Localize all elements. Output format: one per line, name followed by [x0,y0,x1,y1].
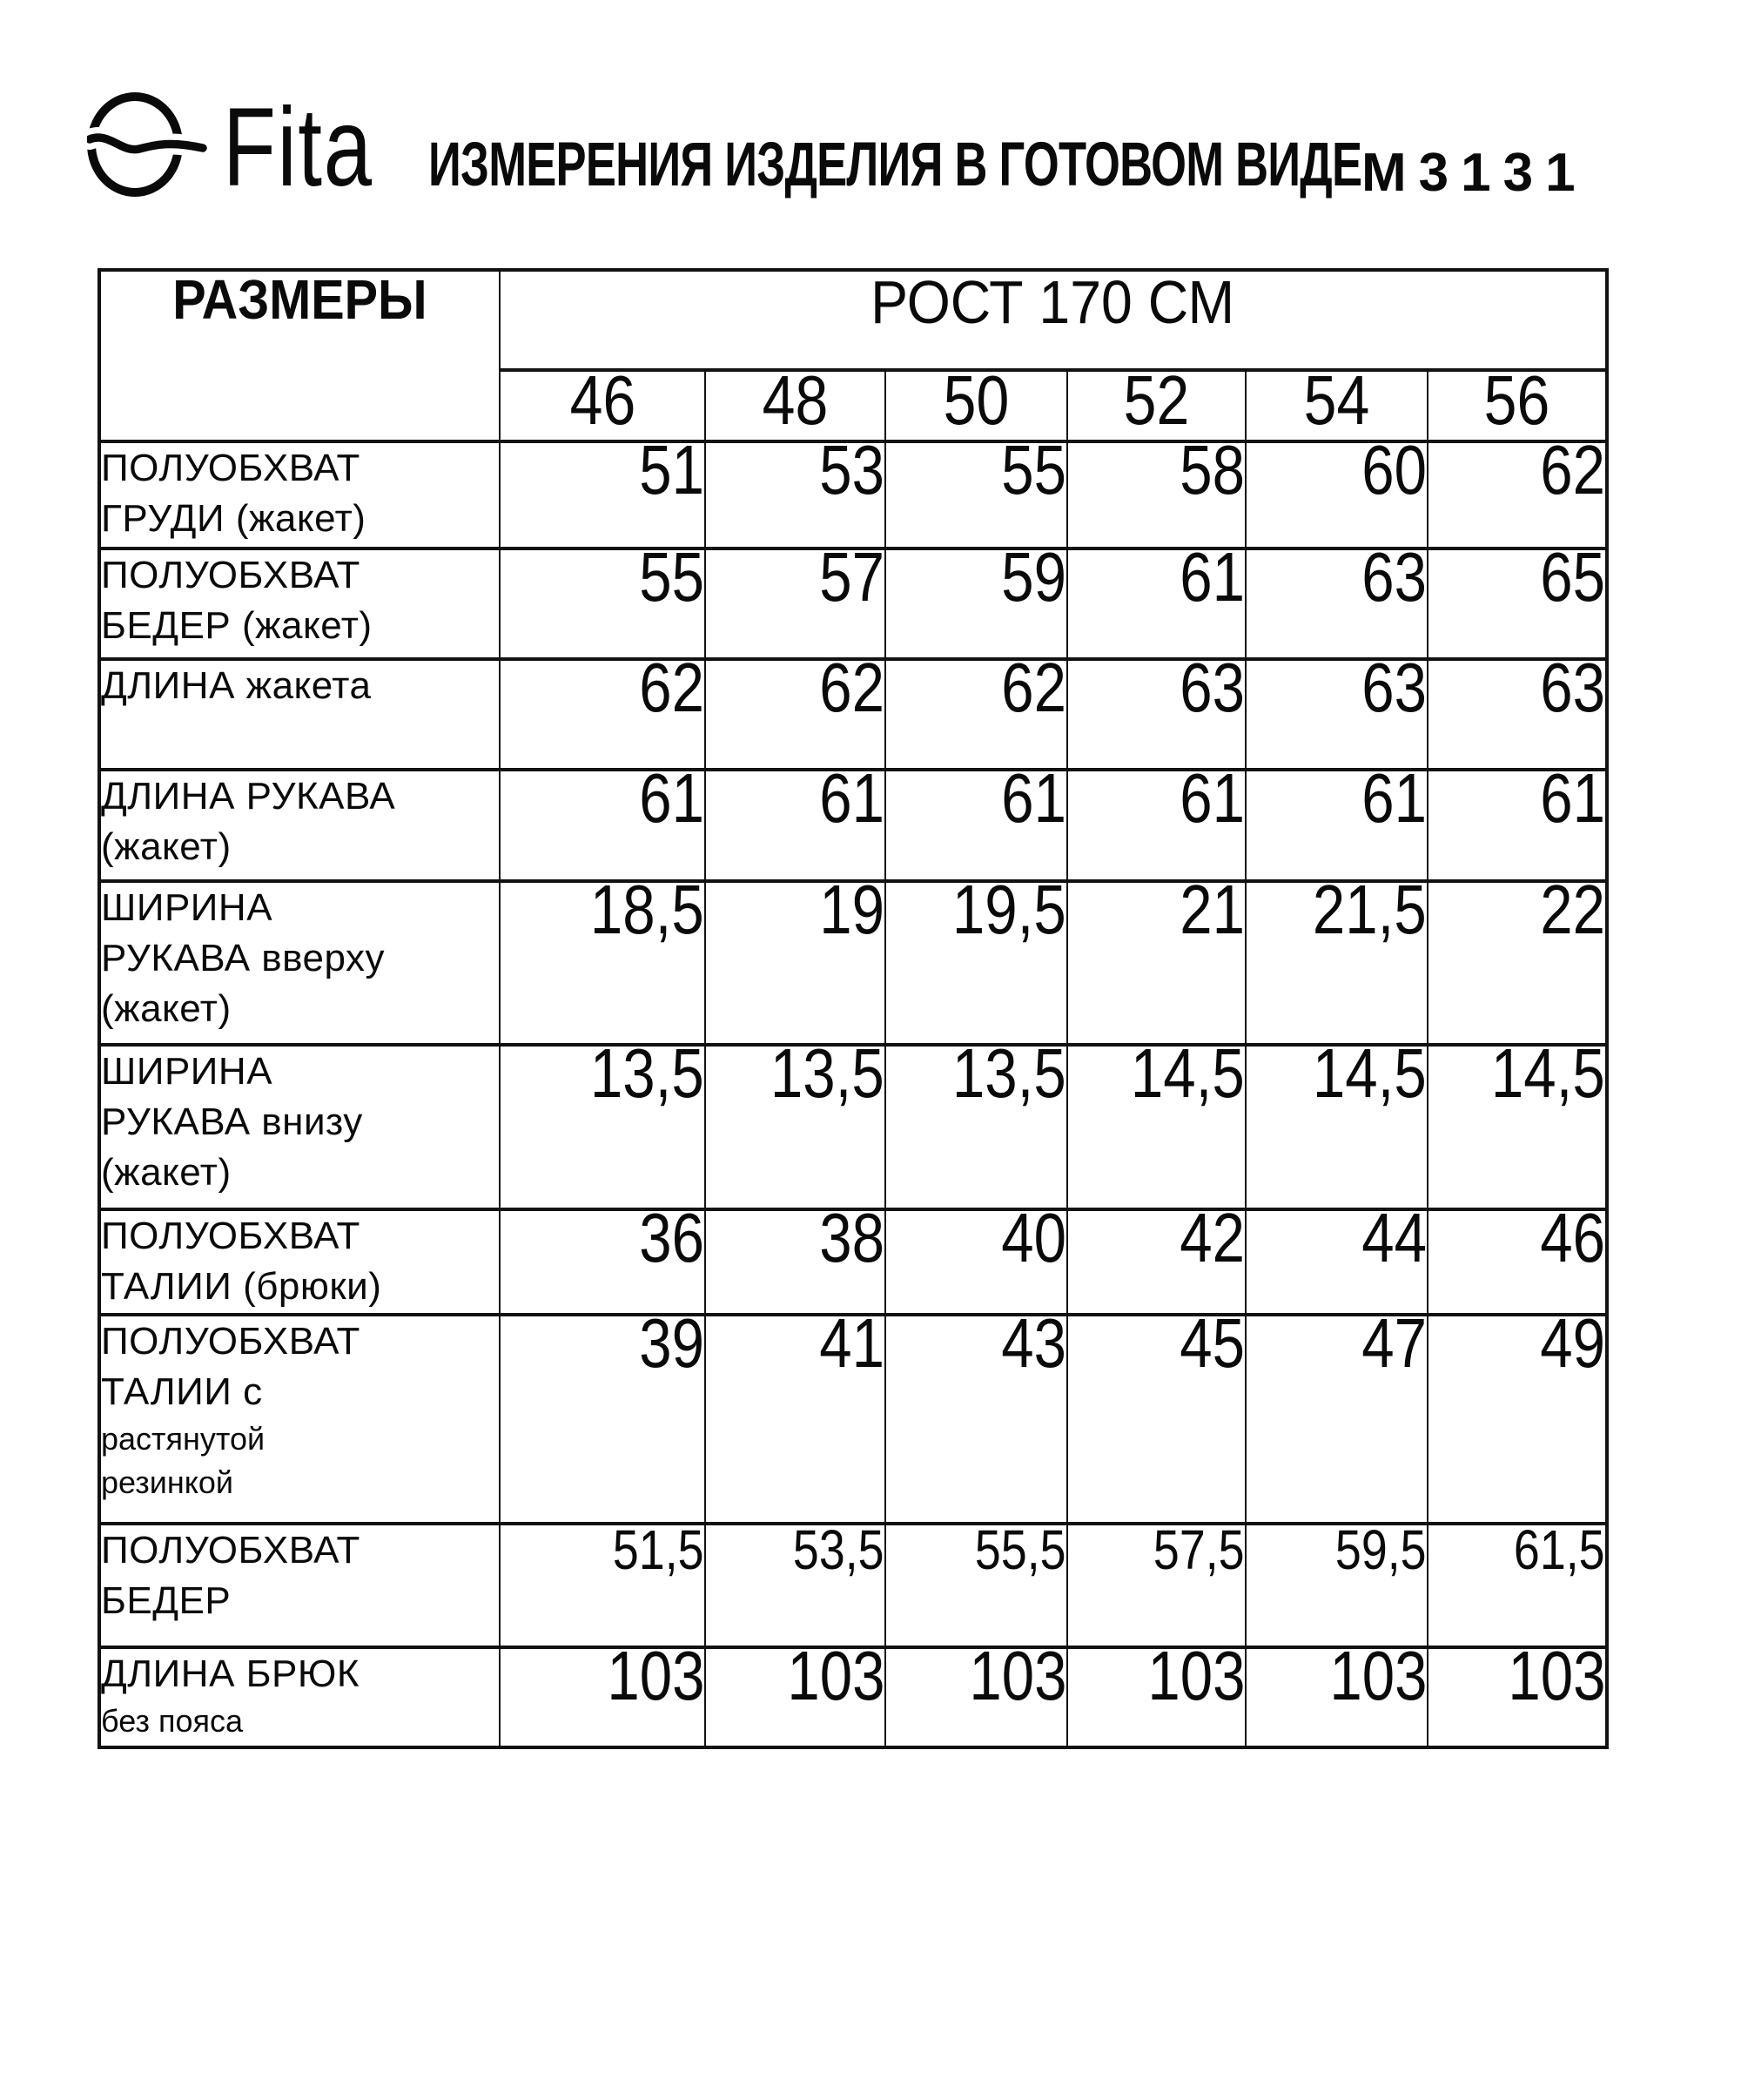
value-cell [705,1518,885,1647]
measurement-value: 45 [1180,1304,1245,1382]
row-label [99,549,500,659]
measurement-value: 40 [1001,1199,1066,1276]
row-label [99,881,500,1045]
measurement-value: 61 [1361,759,1427,837]
value-cell [705,538,885,659]
measurement-value: 63 [1180,649,1245,726]
measurement-value: 14,5 [1491,1034,1606,1112]
measurement-value: 51,5 [613,1518,704,1581]
measurement-value: 21 [1180,871,1245,948]
row-label-line: (жакет) [101,825,232,868]
value-cell [1246,759,1428,881]
size-table-head [99,270,1607,441]
measurement-value: 47 [1361,1304,1427,1382]
page-title [428,131,1690,203]
row-label-line: резинкой [101,1464,234,1500]
value-cell [1246,1034,1428,1209]
value-cell [705,431,885,549]
measurement-value: 63 [1540,649,1606,726]
measurement-value: 61 [819,759,884,837]
measurement-value: 36 [639,1199,704,1276]
measurement-value: 61 [639,759,704,837]
value-cell [500,1034,705,1209]
row-label-line: ШИРИНА [101,1050,273,1093]
measurement-value: 53 [819,431,884,508]
value-cell [1428,1518,1607,1647]
value-cell [1067,759,1246,881]
value-cell [885,1518,1067,1647]
measurement-value: 65 [1540,538,1606,616]
value-cell [705,1637,885,1747]
row-label [99,1045,500,1209]
row-label-line: РУКАВА вверху [101,937,385,979]
height-header-label: РОСТ 170 СМ [870,268,1235,336]
value-cell [1067,1518,1246,1647]
value-cell [500,759,705,881]
measurement-value: 63 [1361,649,1427,726]
row-label-line: без пояса [101,1703,243,1739]
value-cell [500,431,705,549]
value-cell [705,1034,885,1209]
page-title-text: ИЗМЕРЕНИЯ ИЗДЕЛИЯ В ГОТОВОМ ВИДЕ [428,131,1362,199]
measurement-value: 62 [819,649,884,726]
value-cell [500,871,705,1045]
row-label-line: (жакет) [101,1151,232,1194]
value-cell [1246,431,1428,549]
row-label-line: ТАЛИИ (брюки) [101,1265,382,1308]
value-cell [500,649,705,770]
table-row [99,881,1607,1045]
measurement-value: 13,5 [952,1034,1066,1112]
size-label: 52 [1123,361,1190,439]
value-cell [1067,1304,1246,1524]
row-label-line: ПОЛУОБХВАТ [101,554,360,596]
value-cell [705,759,885,881]
row-label-line: ДЛИНА РУКАВА [101,775,396,818]
row-label [99,1524,500,1647]
measurement-value: 103 [1328,1637,1427,1714]
measurement-value: 61,5 [1514,1518,1606,1581]
measurement-value: 61 [1180,759,1245,837]
row-label-line: БЕДЕР (жакет) [101,604,373,647]
value-cell [885,649,1067,770]
row-label-line: растянутой [101,1421,266,1457]
measurement-value: 41 [819,1304,884,1382]
value-cell [500,1637,705,1747]
value-cell [1246,1518,1428,1647]
row-label-line: ШИРИНА [101,886,273,929]
measurement-value: 13,5 [770,1034,884,1112]
measurement-value: 38 [819,1199,884,1276]
brand-logo-text [223,85,415,210]
measurement-value: 61 [1540,759,1606,837]
measurement-value: 103 [606,1637,704,1714]
table-row [99,1315,1607,1524]
fita-logo-icon [87,91,209,199]
measurement-value: 62 [639,649,704,726]
value-cell [500,538,705,659]
row-label-line: ПОЛУОБХВАТ [101,1320,360,1363]
table-row [99,1524,1607,1647]
value-cell [1428,538,1607,659]
measurement-value: 103 [1507,1637,1606,1714]
row-label-line: ТАЛИИ с [101,1370,263,1413]
value-cell [1428,759,1607,881]
measurement-value: 103 [1146,1637,1245,1714]
value-cell [1428,1637,1607,1747]
value-cell [705,871,885,1045]
measurement-value: 57,5 [1153,1518,1245,1581]
value-cell [1067,1034,1246,1209]
measurement-value: 49 [1540,1304,1606,1382]
row-label [99,770,500,881]
measurement-value: 19 [819,871,884,948]
measurement-value: 62 [1001,649,1066,726]
measurement-value: 57 [819,538,884,616]
value-cell [885,759,1067,881]
measurement-value: 53,5 [793,1518,884,1581]
value-cell [1428,871,1607,1045]
value-cell [885,1304,1067,1524]
measurement-value: 59 [1001,538,1066,616]
table-row [99,441,1607,549]
measurement-value: 14,5 [1313,1034,1427,1112]
sizes-corner-label: РАЗМЕРЫ [172,268,427,331]
value-cell [500,1518,705,1647]
measurement-value: 39 [639,1304,704,1382]
value-cell [885,871,1067,1045]
measurement-value: 55 [639,538,704,616]
brand-name: Fita [223,85,373,210]
size-table [97,268,1609,1749]
value-cell [1428,1034,1607,1209]
value-cell [705,649,885,770]
value-cell [1246,1304,1428,1524]
value-cell [885,431,1067,549]
value-cell [1067,871,1246,1045]
row-label-line: БЕДЕР [101,1579,232,1622]
row-label-line: РУКАВА внизу [101,1100,363,1143]
row-label-line: ДЛИНА жакета [101,664,372,707]
value-cell [1246,871,1428,1045]
value-cell [1246,1637,1428,1747]
row-label [99,441,500,549]
model-number: М3131 [1361,143,1588,203]
value-cell [1067,538,1246,659]
measurement-value: 61 [1180,538,1245,616]
measurement-value: 44 [1361,1199,1427,1276]
measurement-value: 51 [639,431,704,508]
value-cell [500,1199,705,1315]
size-label: 48 [762,361,829,439]
sizes-corner-header [99,270,500,441]
value-cell [705,1199,885,1315]
value-cell [500,1304,705,1524]
measurement-value: 60 [1361,431,1427,508]
value-cell [885,538,1067,659]
value-cell [1067,649,1246,770]
measurement-value: 19,5 [952,871,1066,948]
measurement-value: 43 [1001,1304,1066,1382]
value-cell [1067,1199,1246,1315]
measurements-tbody [99,431,1607,1747]
value-cell [705,1304,885,1524]
table-row [99,1045,1607,1209]
height-header-cell [500,270,1607,370]
value-cell [1067,1637,1246,1747]
value-cell [885,1199,1067,1315]
row-label-line: ПОЛУОБХВАТ [101,1215,360,1257]
measurement-value: 14,5 [1131,1034,1245,1112]
value-cell [1428,1199,1607,1315]
table-row [99,659,1607,770]
value-cell [1246,649,1428,770]
measurement-value: 59,5 [1335,1518,1427,1581]
table-row [99,1647,1607,1747]
measurement-value: 46 [1540,1199,1606,1276]
measurement-value: 13,5 [590,1034,704,1112]
measurement-value: 103 [786,1637,884,1714]
measurement-value: 58 [1180,431,1245,508]
row-label-line: ПОЛУОБХВАТ [101,1529,360,1572]
measurement-value: 18,5 [590,871,704,948]
size-label: 54 [1303,361,1370,439]
measurement-value: 62 [1540,431,1606,508]
measurement-value: 42 [1180,1199,1245,1276]
measurement-value: 63 [1361,538,1427,616]
measurement-value: 103 [968,1637,1066,1714]
value-cell [1428,431,1607,549]
measurement-value: 55,5 [975,1518,1066,1581]
row-label-line: ДЛИНА БРЮК [101,1652,360,1695]
size-label: 56 [1483,361,1550,439]
value-cell [885,1637,1067,1747]
row-label-line: (жакет) [101,987,232,1030]
row-label-line: ГРУДИ (жакет) [101,497,366,540]
value-cell [885,1034,1067,1209]
measurement-value: 21,5 [1313,871,1427,948]
row-label-line: ПОЛУОБХВАТ [101,447,360,489]
table-row [99,770,1607,881]
table-row [99,549,1607,659]
size-label: 50 [943,361,1010,439]
value-cell [1428,1304,1607,1524]
value-cell [1067,431,1246,549]
size-label: 46 [569,361,635,439]
row-label [99,1647,500,1747]
row-label [99,1209,500,1315]
value-cell [1246,1199,1428,1315]
measurement-value: 55 [1001,431,1066,508]
value-cell [1246,538,1428,659]
value-cell [1428,649,1607,770]
row-label [99,1315,500,1524]
measurement-value: 61 [1001,759,1066,837]
height-header-row [99,270,1607,370]
row-label [99,659,500,770]
measurement-value: 22 [1540,871,1606,948]
table-row [99,1209,1607,1315]
